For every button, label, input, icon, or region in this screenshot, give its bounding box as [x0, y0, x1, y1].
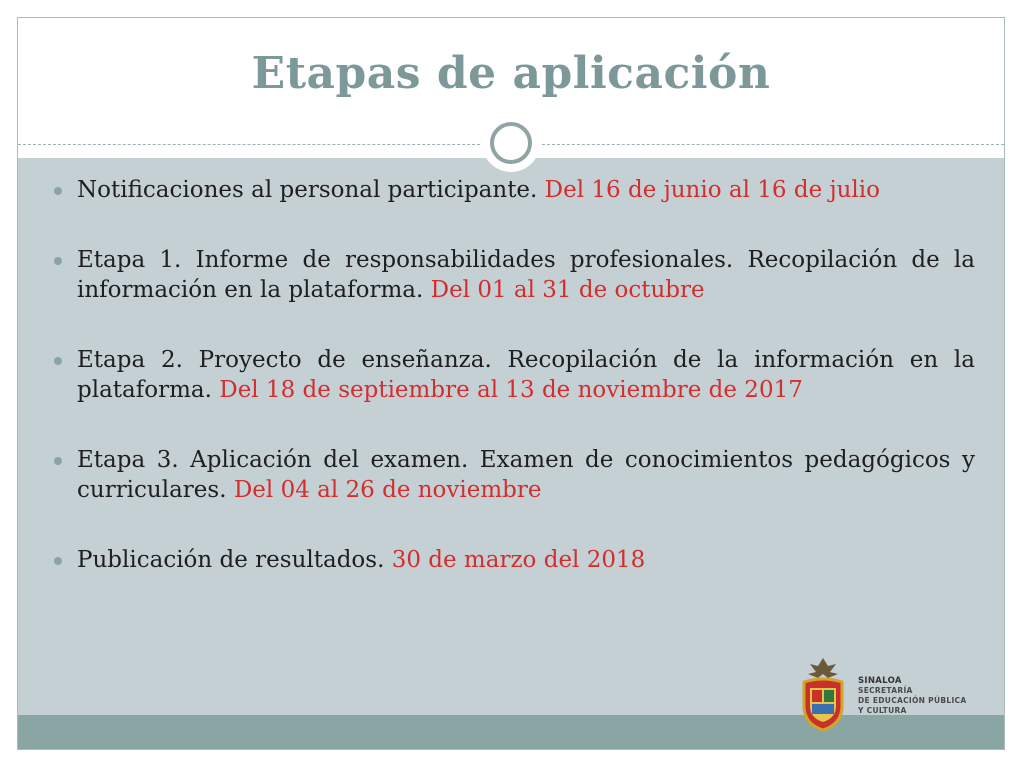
- list-item: [74, 545, 975, 575]
- list-item: [74, 445, 975, 505]
- ring-icon: [490, 122, 532, 164]
- bullet-icon: [54, 457, 62, 465]
- bullet-icon: [54, 557, 62, 565]
- bullet-icon: [54, 257, 62, 265]
- circle-ornament-icon: [482, 114, 540, 172]
- item-text: Etapa 1. Informe de responsabilidades profesionales. Recopilación de la información en la plataforma.: [77, 247, 975, 303]
- slide-title: Etapas de aplicación: [251, 48, 771, 99]
- item-date: Del 18 de septiembre al 13 de noviembre de 2017: [219, 377, 803, 403]
- item-date: 30 de marzo del 2018: [391, 547, 646, 573]
- list-item: [74, 345, 975, 405]
- slide-frame: [17, 17, 1005, 750]
- list-item: [74, 175, 975, 205]
- bullet-icon: [54, 357, 62, 365]
- logo-text: SINALOA SECRETARÍA DE EDUCACIÓN PÚBLICA Y CULTURA: [858, 676, 967, 715]
- sinaloa-logo: [796, 654, 996, 734]
- item-date: Del 16 de junio al 16 de julio: [544, 177, 880, 203]
- coat-of-arms-icon: [796, 654, 850, 734]
- item-text: Etapa 3. Aplicación del examen. Examen de conocimientos pedagógicos y curriculares.: [77, 447, 975, 503]
- item-text: Notificaciones al personal participante.: [77, 177, 545, 203]
- item-date: Del 04 al 26 de noviembre: [233, 477, 542, 503]
- item-text: Etapa 2. Proyecto de enseñanza. Recopilación de la información en la plataforma.: [77, 347, 975, 403]
- list-item: [74, 245, 975, 305]
- bullet-icon: [54, 187, 62, 195]
- item-text: Publicación de resultados.: [77, 547, 392, 573]
- bullet-list: [74, 175, 975, 615]
- item-date: Del 01 al 31 de octubre: [430, 277, 705, 303]
